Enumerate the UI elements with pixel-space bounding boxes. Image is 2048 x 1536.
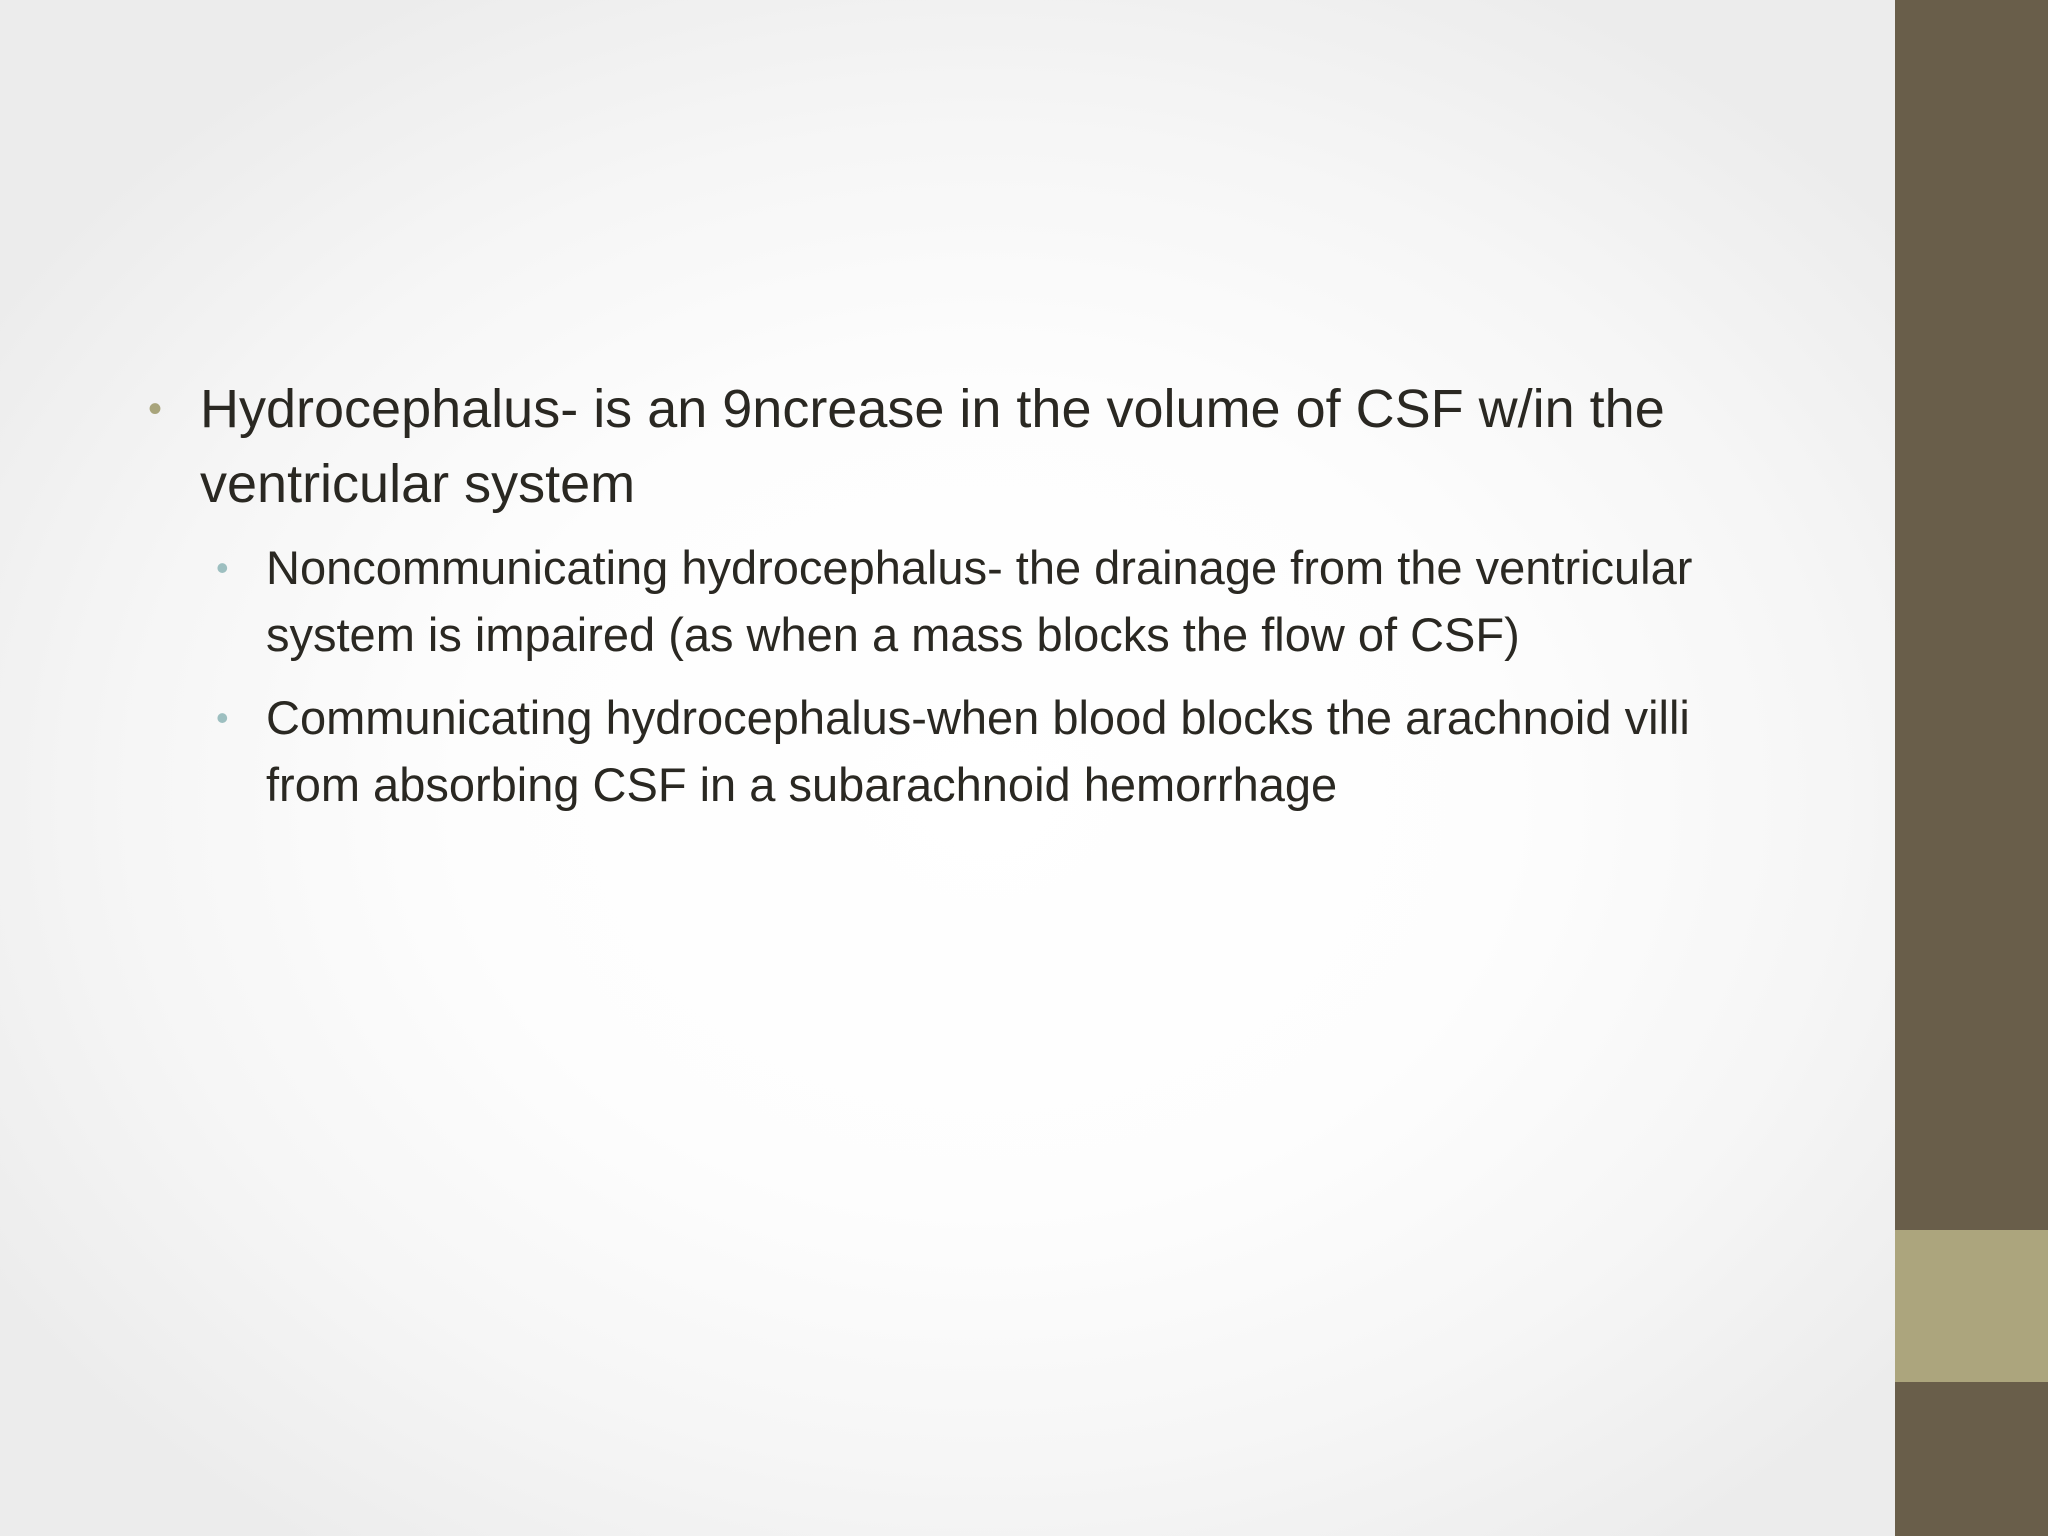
sub-bullet-dot-icon: • — [216, 697, 229, 738]
sub-bullet-item-communicating — [148, 684, 1788, 818]
sub-bullet-dot-icon: • — [216, 547, 229, 588]
bullet-dot-icon: • — [148, 387, 163, 431]
decorative-sidebar-accent — [1895, 1230, 2048, 1382]
sub-bullet-list — [148, 534, 1788, 818]
slide-body — [148, 372, 1788, 834]
bullet-text: Hydrocephalus- is an 9ncrease in the volume of CSF w/in the ventricular system — [200, 379, 1665, 514]
sub-bullet-item-noncommunicating — [148, 534, 1788, 668]
sub-bullet-text: Communicating hydrocephalus-when blood blocks the arachnoid villi from absorbing CSF in a subarachnoid hemorrhage — [266, 691, 1690, 811]
sub-bullet-text: Noncommunicating hydrocephalus- the drainage from the ventricular system is impaired (as when a mass blocks the flow of CSF) — [266, 541, 1693, 661]
bullet-list — [148, 372, 1788, 818]
bullet-item-hydrocephalus — [148, 372, 1788, 818]
